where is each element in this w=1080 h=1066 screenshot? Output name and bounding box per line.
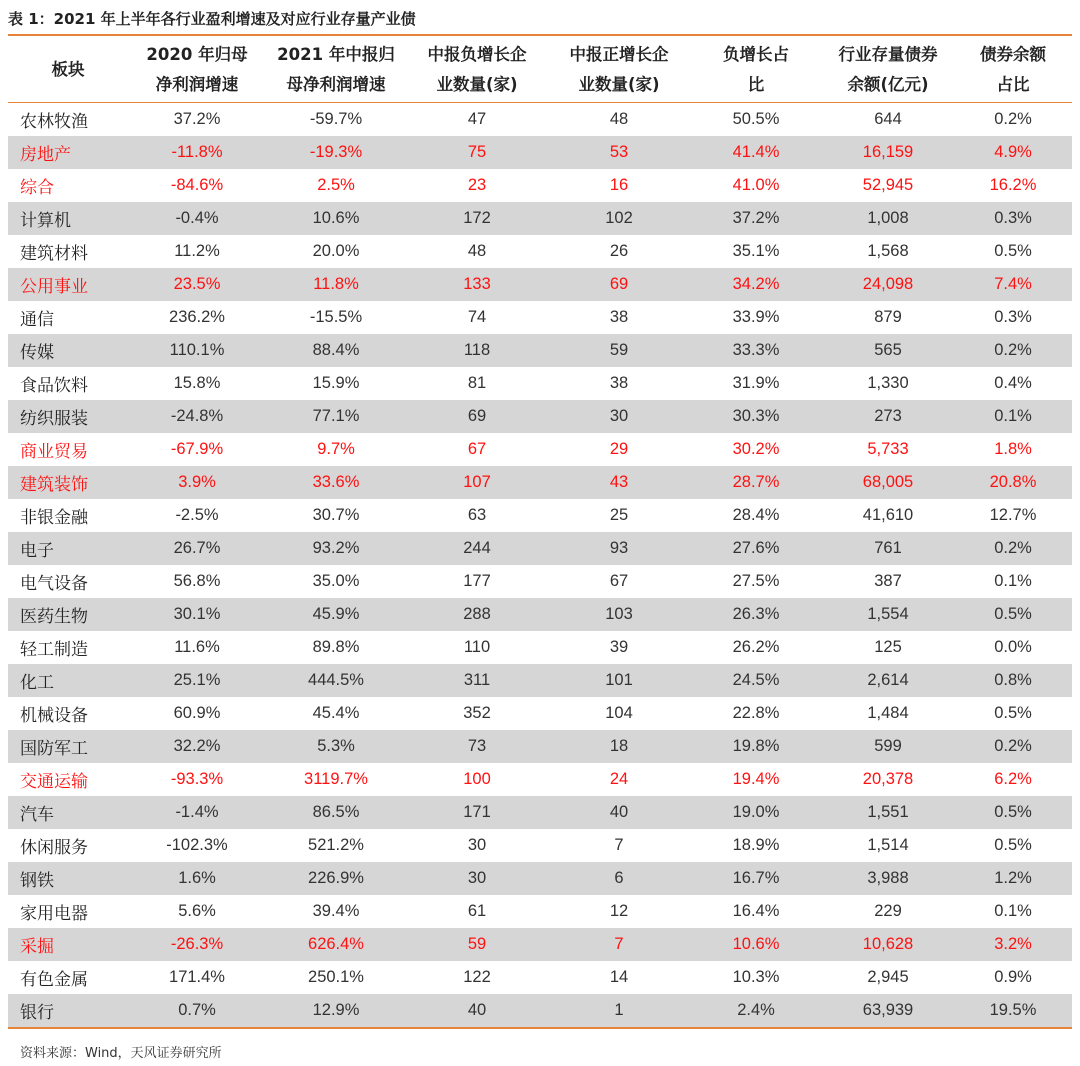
value-cell: 67	[609, 572, 629, 590]
table-row	[8, 796, 1072, 829]
value-cell: 48	[609, 110, 629, 128]
table-row	[8, 136, 1072, 169]
value-cell: 19.0%	[690, 796, 822, 829]
value-cell: 102	[548, 202, 690, 235]
value-cell: 20.8%	[954, 466, 1072, 499]
value-cell: 34.2%	[690, 268, 822, 301]
value-cell: 0.5%	[994, 704, 1032, 722]
value-cell: -84.6%	[170, 176, 224, 194]
column-header-line: 2021 年中报归	[277, 45, 395, 64]
value-cell: 11.2%	[174, 242, 220, 260]
value-cell: 60.9%	[173, 704, 221, 722]
column-header	[690, 35, 822, 103]
table-row	[8, 730, 1072, 763]
industry-name-cell: 交通运输	[20, 772, 88, 792]
table-row	[8, 400, 1072, 433]
value-cell: 250.1%	[308, 968, 364, 986]
industry-name-cell: 公用事业	[8, 268, 128, 301]
table-row	[8, 631, 1072, 664]
value-cell: -2.5%	[175, 506, 219, 524]
value-cell: 73	[406, 730, 548, 763]
value-cell: 4.9%	[954, 136, 1072, 169]
table-row	[8, 268, 1072, 301]
value-cell: 39.4%	[312, 902, 360, 920]
value-cell: 2.5%	[317, 176, 355, 194]
column-header	[406, 35, 548, 103]
value-cell: 244	[406, 532, 548, 565]
industry-name-cell: 建筑材料	[20, 244, 88, 264]
table-row	[8, 301, 1072, 334]
value-cell: 3.2%	[954, 928, 1072, 961]
column-header	[266, 35, 406, 103]
value-cell: 0.1%	[994, 902, 1032, 920]
table-row	[8, 697, 1072, 730]
table-header-row	[8, 35, 1072, 103]
table-row	[8, 367, 1072, 400]
value-cell: 226.9%	[266, 862, 406, 895]
value-cell: 0.5%	[954, 796, 1072, 829]
value-cell: -67.9%	[170, 440, 224, 458]
value-cell: 1,514	[867, 836, 909, 854]
value-cell: 47	[467, 110, 487, 128]
industry-name-cell: 采掘	[8, 928, 128, 961]
value-cell: 33.6%	[266, 466, 406, 499]
value-cell: -102.3%	[166, 836, 228, 854]
table-row	[8, 334, 1072, 367]
value-cell: 59	[548, 334, 690, 367]
industry-name-cell: 纺织服装	[8, 400, 128, 433]
column-header-line: 板块	[51, 60, 85, 79]
column-header-line: 业数量(家)	[436, 75, 518, 94]
value-cell: 81	[467, 374, 487, 392]
value-cell: 12.9%	[266, 994, 406, 1028]
value-cell: 11.8%	[266, 268, 406, 301]
value-cell: 1,551	[822, 796, 954, 829]
value-cell: 93.2%	[266, 532, 406, 565]
value-cell: 0.5%	[994, 242, 1032, 260]
value-cell: 67	[467, 440, 487, 458]
value-cell: 236.2%	[169, 308, 225, 326]
value-cell: 626.4%	[266, 928, 406, 961]
industry-name-cell: 钢铁	[8, 862, 128, 895]
value-cell: 30	[467, 836, 487, 854]
value-cell: 29	[609, 440, 629, 458]
column-header	[954, 35, 1072, 103]
value-cell: 45.9%	[266, 598, 406, 631]
value-cell: 3119.7%	[304, 770, 368, 788]
value-cell: 0.4%	[994, 374, 1032, 392]
value-cell: 59	[406, 928, 548, 961]
industry-name-cell: 非银金融	[20, 508, 88, 528]
value-cell: 2,614	[822, 664, 954, 697]
value-cell: 40	[406, 994, 548, 1028]
industry-name-cell: 电子	[8, 532, 128, 565]
value-cell: 521.2%	[308, 836, 364, 854]
industry-name-cell: 轻工制造	[20, 640, 88, 660]
value-cell: 30.1%	[128, 598, 266, 631]
industry-name-cell: 化工	[8, 664, 128, 697]
value-cell: 6.2%	[994, 770, 1032, 788]
value-cell: -15.5%	[309, 308, 363, 326]
value-cell: 10,628	[822, 928, 954, 961]
value-cell: 118	[406, 334, 548, 367]
value-cell: 12	[609, 902, 629, 920]
table-title: 表 1：2021 年上半年各行业盈利增速及对应行业存量产业债	[8, 10, 416, 28]
value-cell: -24.8%	[128, 400, 266, 433]
value-cell: 3.9%	[128, 466, 266, 499]
value-cell: 30.7%	[312, 506, 360, 524]
value-cell: 16.2%	[989, 176, 1037, 194]
value-cell: 0.8%	[954, 664, 1072, 697]
value-cell: 30.3%	[690, 400, 822, 433]
value-cell: 25	[609, 506, 629, 524]
value-cell: 229	[874, 902, 902, 920]
value-cell: 30	[548, 400, 690, 433]
value-cell: -1.4%	[128, 796, 266, 829]
value-cell: -59.7%	[309, 110, 363, 128]
table-row	[8, 499, 1072, 532]
value-cell: 43	[548, 466, 690, 499]
value-cell: 86.5%	[266, 796, 406, 829]
industry-name-cell: 食品饮料	[20, 376, 88, 396]
value-cell: 2,945	[867, 968, 909, 986]
value-cell: -19.3%	[266, 136, 406, 169]
value-cell: 27.5%	[732, 572, 780, 590]
column-header-line: 中报正增长企	[569, 45, 669, 64]
value-cell: 89.8%	[312, 638, 360, 656]
value-cell: 41,610	[862, 506, 914, 524]
column-header-line: 净利润增速	[155, 75, 239, 94]
value-cell: 10.3%	[732, 968, 780, 986]
table-row	[8, 169, 1072, 202]
value-cell: 3,988	[822, 862, 954, 895]
table-row	[8, 202, 1072, 235]
industry-name-cell: 机械设备	[20, 706, 88, 726]
value-cell: 28.7%	[690, 466, 822, 499]
value-cell: 41.4%	[690, 136, 822, 169]
value-cell: 311	[406, 664, 548, 697]
table-row	[8, 532, 1072, 565]
value-cell: 63,939	[822, 994, 954, 1028]
value-cell: 0.9%	[994, 968, 1032, 986]
value-cell: 19.8%	[690, 730, 822, 763]
value-cell: 27.6%	[690, 532, 822, 565]
source-note: 资料来源：Wind，天风证券研究所	[20, 1046, 222, 1061]
value-cell: 15.9%	[312, 374, 360, 392]
industry-name-cell: 商业贸易	[20, 442, 88, 462]
value-cell: 31.9%	[732, 374, 780, 392]
value-cell: 22.8%	[732, 704, 780, 722]
table-row	[8, 235, 1072, 268]
value-cell: 52,945	[862, 176, 914, 194]
value-cell: 387	[874, 572, 902, 590]
value-cell: 45.4%	[312, 704, 360, 722]
table-body	[8, 103, 1072, 1029]
value-cell: 10.6%	[690, 928, 822, 961]
value-cell: 19.5%	[954, 994, 1072, 1028]
value-cell: 16.4%	[732, 902, 780, 920]
value-cell: 1,568	[867, 242, 909, 260]
value-cell: 68,005	[822, 466, 954, 499]
value-cell: 565	[822, 334, 954, 367]
column-header-line: 母净利润增速	[286, 75, 386, 94]
value-cell: 16	[609, 176, 629, 194]
value-cell: 110	[463, 638, 491, 656]
value-cell: 69	[548, 268, 690, 301]
value-cell: 33.9%	[732, 308, 780, 326]
value-cell: 33.3%	[690, 334, 822, 367]
value-cell: 26.3%	[690, 598, 822, 631]
value-cell: 48	[467, 242, 487, 260]
value-cell: 14	[609, 968, 629, 986]
industry-name-cell: 家用电器	[20, 904, 88, 924]
value-cell: 5,733	[867, 440, 909, 458]
value-cell: 61	[467, 902, 487, 920]
value-cell: 9.7%	[317, 440, 355, 458]
value-cell: 0.1%	[954, 400, 1072, 433]
value-cell: 20,378	[862, 770, 914, 788]
value-cell: 0.2%	[954, 334, 1072, 367]
table-row	[8, 565, 1072, 598]
value-cell: 26.2%	[732, 638, 780, 656]
column-header	[548, 35, 690, 103]
value-cell: 39	[609, 638, 629, 656]
value-cell: 0.7%	[128, 994, 266, 1028]
value-cell: 50.5%	[732, 110, 780, 128]
industry-name-cell: 电气设备	[20, 574, 88, 594]
industry-name-cell: 房地产	[8, 136, 128, 169]
value-cell: 37.2%	[173, 110, 221, 128]
table-row	[8, 862, 1072, 895]
value-cell: 1,008	[822, 202, 954, 235]
value-cell: 56.8%	[173, 572, 221, 590]
value-cell: 0.3%	[954, 202, 1072, 235]
value-cell: 5.6%	[178, 902, 216, 920]
value-cell: 2.4%	[690, 994, 822, 1028]
value-cell: 16,159	[822, 136, 954, 169]
value-cell: 599	[822, 730, 954, 763]
value-cell: 100	[463, 770, 491, 788]
value-cell: 18	[548, 730, 690, 763]
industry-name-cell: 计算机	[8, 202, 128, 235]
table-row	[8, 466, 1072, 499]
value-cell: 1	[548, 994, 690, 1028]
value-cell: 23	[467, 176, 487, 194]
value-cell: 0.5%	[954, 598, 1072, 631]
value-cell: 122	[463, 968, 491, 986]
table-row	[8, 433, 1072, 466]
value-cell: 24.5%	[690, 664, 822, 697]
industry-name-cell: 建筑装饰	[8, 466, 128, 499]
value-cell: 761	[822, 532, 954, 565]
industry-name-cell: 医药生物	[8, 598, 128, 631]
value-cell: 7	[614, 836, 624, 854]
value-cell: 28.4%	[732, 506, 780, 524]
industry-name-cell: 银行	[8, 994, 128, 1028]
value-cell: 38	[609, 308, 629, 326]
value-cell: 177	[463, 572, 491, 590]
value-cell: -93.3%	[170, 770, 224, 788]
value-cell: 103	[548, 598, 690, 631]
value-cell: 35.1%	[732, 242, 780, 260]
table-row	[8, 598, 1072, 631]
value-cell: 0.2%	[954, 730, 1072, 763]
industry-name-cell: 有色金属	[20, 970, 88, 990]
value-cell: 172	[406, 202, 548, 235]
value-cell: 93	[548, 532, 690, 565]
value-cell: 0.3%	[994, 308, 1032, 326]
column-header-line: 负增长占	[723, 45, 789, 64]
column-header-line: 余额(亿元)	[847, 75, 929, 94]
value-cell: 0.5%	[994, 836, 1032, 854]
column-header-line: 业数量(家)	[578, 75, 660, 94]
value-cell: 41.0%	[732, 176, 780, 194]
value-cell: 7	[548, 928, 690, 961]
value-cell: 101	[548, 664, 690, 697]
value-cell: 53	[548, 136, 690, 169]
table-row	[8, 103, 1072, 137]
value-cell: 32.2%	[128, 730, 266, 763]
value-cell: 288	[406, 598, 548, 631]
table-row	[8, 763, 1072, 796]
value-cell: 69	[406, 400, 548, 433]
value-cell: 1,484	[867, 704, 909, 722]
value-cell: 25.1%	[128, 664, 266, 697]
value-cell: 30.2%	[732, 440, 780, 458]
value-cell: 273	[822, 400, 954, 433]
table-row	[8, 664, 1072, 697]
value-cell: -0.4%	[128, 202, 266, 235]
column-header-line: 占比	[996, 75, 1030, 94]
column-header	[822, 35, 954, 103]
value-cell: 37.2%	[690, 202, 822, 235]
value-cell: 26	[609, 242, 629, 260]
value-cell: 15.8%	[173, 374, 221, 392]
value-cell: 75	[406, 136, 548, 169]
column-header-line: 行业存量债券	[838, 45, 938, 64]
value-cell: 23.5%	[128, 268, 266, 301]
value-cell: 5.3%	[266, 730, 406, 763]
column-header-line: 比	[747, 75, 765, 94]
value-cell: 7.4%	[954, 268, 1072, 301]
table-row	[8, 829, 1072, 862]
value-cell: 879	[874, 308, 902, 326]
value-cell: 125	[874, 638, 902, 656]
industry-name-cell: 农林牧渔	[20, 112, 88, 132]
value-cell: 0.1%	[994, 572, 1032, 590]
value-cell: 74	[467, 308, 487, 326]
value-cell: 1.8%	[994, 440, 1032, 458]
industry-name-cell: 国防军工	[8, 730, 128, 763]
industry-name-cell: 休闲服务	[20, 838, 88, 858]
value-cell: 18.9%	[732, 836, 780, 854]
column-header	[8, 35, 128, 103]
value-cell: 644	[874, 110, 902, 128]
column-header-line: 中报负增长企	[427, 45, 527, 64]
column-header	[128, 35, 266, 103]
value-cell: 0.2%	[954, 532, 1072, 565]
column-header-line: 2020 年归母	[146, 45, 248, 64]
value-cell: 35.0%	[312, 572, 360, 590]
industry-name-cell: 综合	[20, 178, 54, 198]
value-cell: 88.4%	[266, 334, 406, 367]
value-cell: 110.1%	[128, 334, 266, 367]
value-cell: 104	[605, 704, 633, 722]
value-cell: 30	[406, 862, 548, 895]
value-cell: 12.7%	[989, 506, 1037, 524]
value-cell: 10.6%	[266, 202, 406, 235]
value-cell: 24	[609, 770, 629, 788]
value-cell: 1.6%	[128, 862, 266, 895]
value-cell: 444.5%	[266, 664, 406, 697]
value-cell: 63	[467, 506, 487, 524]
value-cell: 77.1%	[266, 400, 406, 433]
value-cell: 1,330	[867, 374, 909, 392]
value-cell: 107	[406, 466, 548, 499]
value-cell: 1,554	[822, 598, 954, 631]
value-cell: 24,098	[822, 268, 954, 301]
value-cell: -11.8%	[128, 136, 266, 169]
industry-name-cell: 汽车	[8, 796, 128, 829]
value-cell: 16.7%	[690, 862, 822, 895]
value-cell: 40	[548, 796, 690, 829]
value-cell: 352	[463, 704, 491, 722]
industry-name-cell: 传媒	[8, 334, 128, 367]
value-cell: 20.0%	[312, 242, 360, 260]
value-cell: 19.4%	[732, 770, 780, 788]
table-row	[8, 895, 1072, 928]
value-cell: 11.6%	[174, 638, 220, 656]
industry-profit-table	[8, 34, 1072, 1029]
value-cell: 1.2%	[954, 862, 1072, 895]
value-cell: 38	[609, 374, 629, 392]
column-header-line: 债券余额	[980, 45, 1046, 64]
table-row	[8, 928, 1072, 961]
value-cell: 171.4%	[169, 968, 225, 986]
value-cell: 26.7%	[128, 532, 266, 565]
table-row	[8, 961, 1072, 994]
value-cell: 133	[406, 268, 548, 301]
table-row	[8, 994, 1072, 1028]
value-cell: 6	[548, 862, 690, 895]
value-cell: 0.2%	[994, 110, 1032, 128]
value-cell: -26.3%	[128, 928, 266, 961]
value-cell: 0.0%	[994, 638, 1032, 656]
value-cell: 171	[406, 796, 548, 829]
industry-name-cell: 通信	[20, 310, 54, 330]
